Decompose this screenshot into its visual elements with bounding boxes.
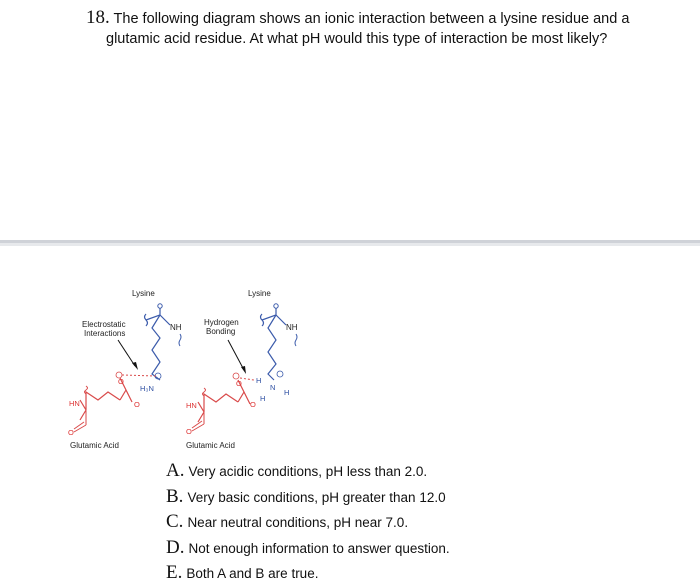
right-lysine-label: Lysine	[248, 289, 271, 298]
ionic-interaction-diagram	[0, 270, 520, 455]
right-lysine-carbonyl-o	[274, 304, 278, 308]
right-nh-label: NH	[286, 323, 298, 332]
right-lysine-sidechain	[268, 315, 276, 380]
option-a[interactable]	[166, 458, 686, 484]
section-divider-shadow	[0, 243, 700, 246]
option-e-text: Both A and B are true.	[186, 566, 319, 582]
right-n-label: N	[270, 383, 276, 392]
right-nh-wavy	[295, 334, 297, 346]
option-b-text: Very basic conditions, pH greater than 12.0	[187, 489, 446, 505]
right-h-label-1: H	[256, 376, 262, 385]
right-glutamic-chain	[198, 380, 250, 422]
left-interactions-label: Interactions	[84, 329, 126, 338]
right-h-label-3: H	[260, 394, 266, 403]
right-glutamic-acid-label: Glutamic Acid	[186, 441, 235, 450]
question-number: 18.	[86, 7, 110, 28]
right-carbonyl-o-label: O	[186, 427, 192, 436]
left-o-label: O	[134, 400, 140, 409]
right-o-label: O	[250, 400, 256, 409]
option-b-letter: B.	[166, 485, 184, 507]
left-o-minus-label: O	[118, 377, 124, 386]
option-c-letter: C.	[166, 511, 184, 533]
left-lysine-carbonyl-o	[158, 304, 162, 308]
right-h-label-2: H	[284, 388, 290, 397]
left-glutamic-acid-label: Glutamic Acid	[70, 441, 119, 450]
left-ionic-bond	[122, 375, 156, 376]
left-nh-label: NH	[170, 323, 182, 332]
left-panel-electrostatic	[68, 289, 182, 450]
right-hydrogen-bond	[240, 378, 254, 380]
option-b[interactable]	[166, 484, 686, 510]
left-hn-label: HN	[69, 399, 80, 408]
option-e[interactable]	[166, 560, 686, 586]
right-hn-label: HN	[186, 401, 197, 410]
option-e-letter: E.	[166, 562, 183, 584]
right-arrowhead	[241, 366, 246, 374]
answer-options	[166, 458, 686, 586]
right-panel-hydrogen-bonding	[186, 289, 298, 450]
option-a-letter: A.	[166, 460, 185, 481]
left-pointer-arrow	[118, 340, 135, 366]
question-line-2: glutamic acid residue. At what pH would this type of interaction be most likely?	[106, 31, 608, 47]
right-o-minus-label: O	[236, 379, 242, 388]
left-arrowhead	[132, 362, 138, 370]
right-positive-charge	[277, 371, 283, 377]
left-nh-wavy	[179, 334, 181, 346]
left-h3n-label: H₃N	[140, 384, 154, 393]
question-text	[86, 8, 676, 49]
option-d[interactable]	[166, 535, 686, 561]
left-electrostatic-label: Electrostatic	[82, 320, 126, 329]
left-lysine-label: Lysine	[132, 289, 155, 298]
right-pointer-arrow	[228, 340, 244, 370]
left-lysine-backbone	[145, 308, 171, 326]
right-hydrogen-label: Hydrogen	[204, 318, 239, 327]
question-line-1: The following diagram shows an ionic interaction between a lysine residue and a	[113, 11, 630, 27]
left-carbonyl-o-label: O	[68, 428, 74, 437]
right-lysine-backbone	[261, 308, 287, 326]
right-bonding-label: Bonding	[206, 327, 236, 336]
option-d-letter: D.	[166, 536, 185, 558]
option-c-text: Near neutral conditions, pH near 7.0.	[187, 515, 409, 531]
option-d-text: Not enough information to answer question.	[188, 540, 450, 556]
option-c[interactable]	[166, 509, 686, 535]
option-a-text: Very acidic conditions, pH less than 2.0.	[188, 464, 428, 479]
left-lysine-sidechain	[152, 315, 160, 380]
left-glutamic-chain	[80, 378, 132, 420]
